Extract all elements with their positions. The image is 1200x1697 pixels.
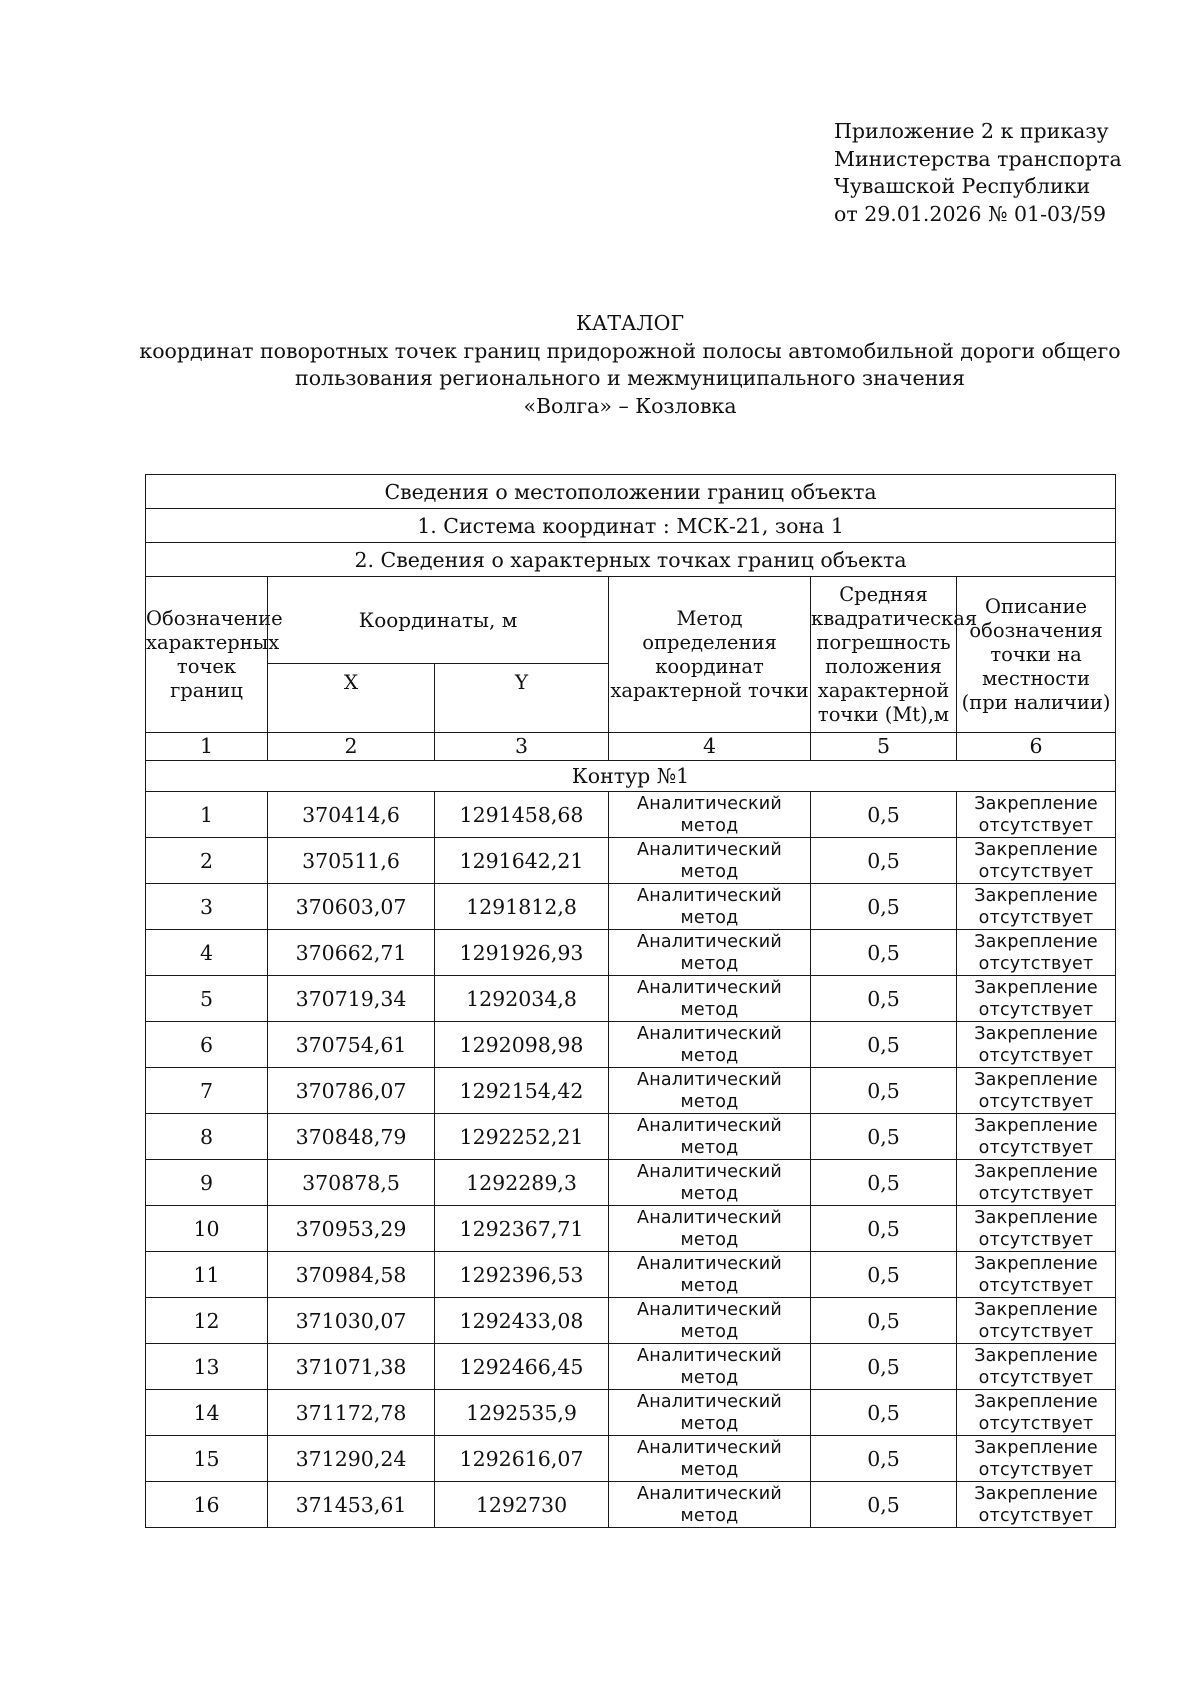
description-cell: Закрепление отсутствует	[957, 976, 1116, 1022]
method-cell: Аналитический метод	[609, 930, 811, 976]
header-y: Y	[435, 664, 609, 733]
coord-y-cell: 1292535,9	[435, 1390, 609, 1436]
table-row	[146, 1022, 1116, 1068]
description-cell: Закрепление отсутствует	[957, 1436, 1116, 1482]
coord-y-cell: 1291926,93	[435, 930, 609, 976]
contour-row	[146, 761, 1116, 792]
error-cell: 0,5	[811, 1482, 957, 1528]
table-row	[146, 976, 1116, 1022]
column-numbers-row	[146, 733, 1116, 761]
coord-x-cell: 370414,6	[268, 792, 435, 838]
coord-y-cell: 1292034,8	[435, 976, 609, 1022]
title-heading: КАТАЛОГ	[575, 311, 685, 335]
coord-y-cell: 1292367,71	[435, 1206, 609, 1252]
table-section-row	[146, 475, 1116, 509]
point-number-cell: 10	[146, 1206, 268, 1252]
coord-y-cell: 1292396,53	[435, 1252, 609, 1298]
coord-x-cell: 371071,38	[268, 1344, 435, 1390]
coord-x-cell: 371030,07	[268, 1298, 435, 1344]
error-cell: 0,5	[811, 1068, 957, 1114]
description-cell: Закрепление отсутствует	[957, 1160, 1116, 1206]
coord-x-cell: 370953,29	[268, 1206, 435, 1252]
description-cell: Закрепление отсутствует	[957, 1022, 1116, 1068]
method-cell: Аналитический метод	[609, 1298, 811, 1344]
document-title	[130, 310, 1130, 420]
error-cell: 0,5	[811, 930, 957, 976]
error-cell: 0,5	[811, 1160, 957, 1206]
method-cell: Аналитический метод	[609, 976, 811, 1022]
error-cell: 0,5	[811, 1298, 957, 1344]
description-cell: Закрепление отсутствует	[957, 1344, 1116, 1390]
description-cell: Закрепление отсутствует	[957, 884, 1116, 930]
coord-y-cell: 1292154,42	[435, 1068, 609, 1114]
point-number-cell: 12	[146, 1298, 268, 1344]
table-row	[146, 1390, 1116, 1436]
header-designation	[146, 577, 283, 733]
table-row	[146, 1206, 1116, 1252]
point-number-cell: 1	[146, 792, 268, 838]
table-row	[146, 838, 1116, 884]
point-number-cell: 6	[146, 1022, 268, 1068]
description-cell: Закрепление отсутствует	[957, 930, 1116, 976]
table-row	[146, 1252, 1116, 1298]
description-cell: Закрепление отсутствует	[957, 792, 1116, 838]
section-title: Сведения о местоположении границ объекта	[146, 475, 1116, 509]
point-number-cell: 13	[146, 1344, 268, 1390]
method-cell: Аналитический метод	[609, 1068, 811, 1114]
column-number: 2	[268, 733, 435, 761]
coord-x-cell: 370878,5	[268, 1160, 435, 1206]
coord-y-cell: 1292252,21	[435, 1114, 609, 1160]
error-cell: 0,5	[811, 1436, 957, 1482]
description-cell: Закрепление отсутствует	[957, 1298, 1116, 1344]
coord-y-cell: 1292289,3	[435, 1160, 609, 1206]
description-cell: Закрепление отсутствует	[957, 1390, 1116, 1436]
description-cell: Закрепление отсутствует	[957, 1482, 1116, 1528]
method-cell: Аналитический метод	[609, 1114, 811, 1160]
method-cell: Аналитический метод	[609, 1344, 811, 1390]
point-number-cell: 2	[146, 838, 268, 884]
point-number-cell: 4	[146, 930, 268, 976]
table-row	[146, 1482, 1116, 1528]
column-number: 5	[811, 733, 957, 761]
appendix-line: Министерства транспорта	[834, 146, 1122, 171]
error-cell: 0,5	[811, 1252, 957, 1298]
coord-x-cell: 371172,78	[268, 1390, 435, 1436]
appendix-line: Приложение 2 к приказу	[834, 119, 1109, 143]
method-cell: Аналитический метод	[609, 838, 811, 884]
error-cell: 0,5	[811, 792, 957, 838]
description-cell: Закрепление отсутствует	[957, 1114, 1116, 1160]
point-number-cell: 16	[146, 1482, 268, 1528]
appendix-line: от 29.01.2026 № 01-03/59	[834, 201, 1107, 226]
error-cell: 0,5	[811, 1114, 957, 1160]
error-cell: 0,5	[811, 1022, 957, 1068]
table-header-row	[146, 577, 1116, 664]
header-description: Описание обозначения точки на местности (при наличии)	[957, 577, 1116, 733]
point-number-cell: 3	[146, 884, 268, 930]
coord-x-cell: 370984,58	[268, 1252, 435, 1298]
table-row	[146, 1068, 1116, 1114]
table-info-row	[146, 543, 1116, 577]
method-cell: Аналитический метод	[609, 1022, 811, 1068]
column-number: 3	[435, 733, 609, 761]
point-number-cell: 5	[146, 976, 268, 1022]
header-x: X	[268, 664, 435, 733]
title-line: координат поворотных точек границ придорожной полосы автомобильной дороги общего	[139, 338, 1121, 363]
method-cell: Аналитический метод	[609, 792, 811, 838]
method-cell: Аналитический метод	[609, 1252, 811, 1298]
error-cell: 0,5	[811, 884, 957, 930]
point-number-cell: 14	[146, 1390, 268, 1436]
error-cell: 0,5	[811, 1206, 957, 1252]
point-number-cell: 7	[146, 1068, 268, 1114]
point-number-cell: 8	[146, 1114, 268, 1160]
coord-x-cell: 370754,61	[268, 1022, 435, 1068]
error-cell: 0,5	[811, 1390, 957, 1436]
point-number-cell: 9	[146, 1160, 268, 1206]
error-cell: 0,5	[811, 976, 957, 1022]
coord-y-cell: 1292730	[435, 1482, 609, 1528]
coord-x-cell: 370511,6	[268, 838, 435, 884]
method-cell: Аналитический метод	[609, 1390, 811, 1436]
method-cell: Аналитический метод	[609, 1206, 811, 1252]
header-coordinates: Координаты, м	[268, 577, 609, 664]
coord-y-cell: 1291458,68	[435, 792, 609, 838]
coord-x-cell: 370786,07	[268, 1068, 435, 1114]
table-row	[146, 1436, 1116, 1482]
coord-y-cell: 1292098,98	[435, 1022, 609, 1068]
table-row	[146, 930, 1116, 976]
coord-x-cell: 370603,07	[268, 884, 435, 930]
table-row	[146, 1160, 1116, 1206]
column-number: 4	[609, 733, 811, 761]
method-cell: Аналитический метод	[609, 1160, 811, 1206]
title-line: «Волга» – Козловка	[523, 393, 737, 418]
table-info-row	[146, 509, 1116, 543]
coordinates-table	[145, 474, 1116, 1528]
coord-y-cell: 1291812,8	[435, 884, 609, 930]
method-cell: Аналитический метод	[609, 884, 811, 930]
coord-y-cell: 1292616,07	[435, 1436, 609, 1482]
description-cell: Закрепление отсутствует	[957, 1252, 1116, 1298]
table-row	[146, 1114, 1116, 1160]
point-number-cell: 11	[146, 1252, 268, 1298]
column-number: 6	[957, 733, 1116, 761]
coord-y-cell: 1291642,21	[435, 838, 609, 884]
header-designation-text: Обозначение характерных точек границ	[146, 606, 283, 702]
point-number-cell: 15	[146, 1436, 268, 1482]
method-cell: Аналитический метод	[609, 1482, 811, 1528]
coord-x-cell: 370719,34	[268, 976, 435, 1022]
points-info-label: 2. Сведения о характерных точках границ объекта	[146, 543, 1116, 577]
coord-x-cell: 371290,24	[268, 1436, 435, 1482]
title-line: пользования регионального и межмуниципального значения	[295, 366, 965, 390]
header-method: Метод определения координат характерной точки	[609, 577, 811, 733]
table-row	[146, 792, 1116, 838]
appendix-line: Чувашской Республики	[834, 174, 1091, 198]
error-cell: 0,5	[811, 838, 957, 884]
description-cell: Закрепление отсутствует	[957, 1206, 1116, 1252]
column-number: 1	[146, 733, 268, 761]
description-cell: Закрепление отсутствует	[957, 838, 1116, 884]
coord-y-cell: 1292466,45	[435, 1344, 609, 1390]
error-cell: 0,5	[811, 1344, 957, 1390]
coord-x-cell: 370662,71	[268, 930, 435, 976]
description-cell: Закрепление отсутствует	[957, 1068, 1116, 1114]
header-error: Средняя квадратическая погрешность положения характерной точки (Mt),м	[811, 577, 957, 733]
table-row	[146, 1344, 1116, 1390]
contour-label: Контур №1	[146, 761, 1116, 792]
table-row	[146, 1298, 1116, 1344]
coord-x-cell: 370848,79	[268, 1114, 435, 1160]
coord-y-cell: 1292433,08	[435, 1298, 609, 1344]
coord-system-label: 1. Система координат : МСК-21, зона 1	[146, 509, 1116, 543]
table-row	[146, 884, 1116, 930]
appendix-header	[834, 118, 1122, 228]
coord-x-cell: 371453,61	[268, 1482, 435, 1528]
method-cell: Аналитический метод	[609, 1436, 811, 1482]
